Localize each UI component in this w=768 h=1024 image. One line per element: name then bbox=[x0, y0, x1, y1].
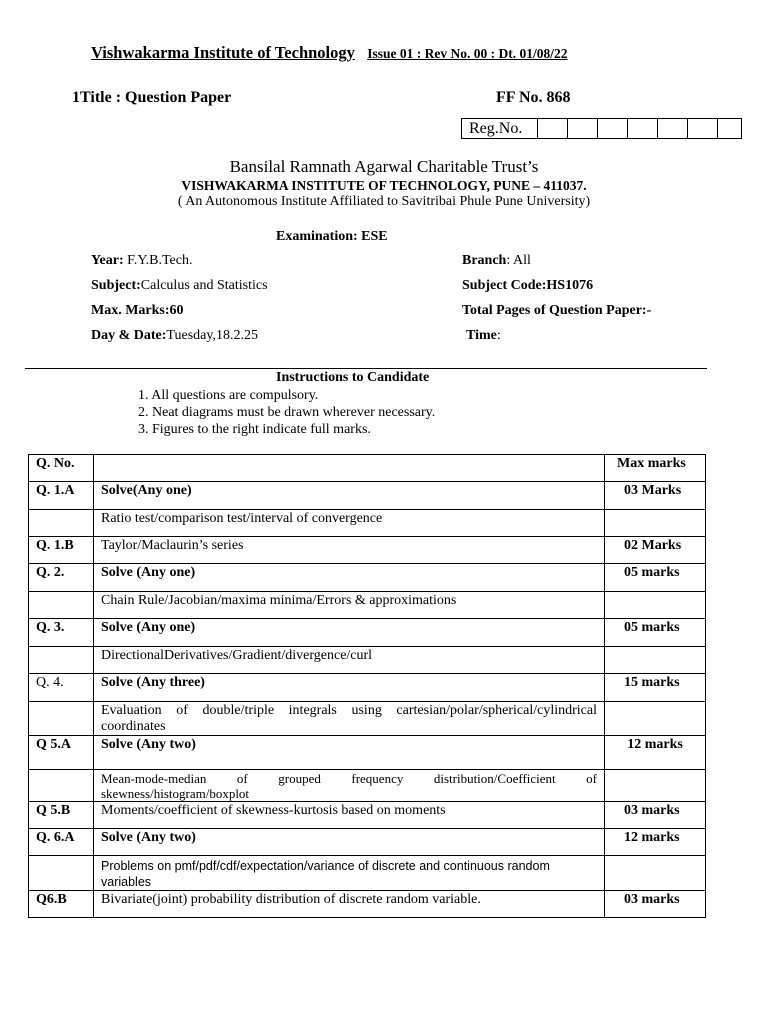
header-question bbox=[94, 455, 605, 482]
branch-label: Branch bbox=[462, 253, 507, 268]
question-text: Solve (Any one) bbox=[94, 619, 605, 647]
ff-number: FF No. 868 bbox=[496, 89, 571, 106]
table-row bbox=[29, 482, 706, 510]
question-number: Q6.B bbox=[29, 891, 94, 918]
paper-title: 1Title : Question Paper bbox=[72, 89, 232, 106]
table-row bbox=[29, 592, 706, 619]
examination-type: Examination: ESE bbox=[276, 229, 388, 244]
question-marks bbox=[605, 592, 706, 619]
question-text: Problems on pmf/pdf/cdf/expectation/variance of discrete and continuous random variables bbox=[94, 856, 605, 891]
question-number: Q. 6.A bbox=[29, 829, 94, 856]
branch-value: : All bbox=[506, 253, 531, 268]
question-text: Ratio test/comparison test/interval of convergence bbox=[94, 510, 605, 537]
year-label: Year: bbox=[91, 253, 124, 268]
total-pages: Total Pages of Question Paper:- bbox=[462, 303, 652, 318]
question-table bbox=[28, 454, 706, 918]
issue-info: Issue 01 : Rev No. 00 : Dt. 01/08/22 bbox=[367, 46, 568, 61]
question-text: Taylor/Maclaurin’s series bbox=[94, 537, 605, 564]
instruction-item: 3. Figures to the right indicate full marks. bbox=[138, 422, 371, 437]
question-number bbox=[29, 647, 94, 674]
table-row bbox=[29, 564, 706, 592]
question-number bbox=[29, 770, 94, 802]
question-text: Solve (Any two) bbox=[94, 829, 605, 856]
question-number: Q. 2. bbox=[29, 564, 94, 592]
question-marks: 02 Marks bbox=[605, 537, 706, 564]
question-marks: 05 marks bbox=[605, 564, 706, 592]
subject-code-label: Subject Code: bbox=[462, 278, 547, 293]
reg-no-cell[interactable] bbox=[568, 119, 598, 138]
question-text: Moments/coefficient of skewness-kurtosis based on moments bbox=[94, 802, 605, 829]
question-number: Q. 1.A bbox=[29, 482, 94, 510]
question-text: Bivariate(joint) probability distribution of discrete random variable. bbox=[94, 891, 605, 918]
reg-no-label: Reg.No. bbox=[462, 119, 538, 138]
branch-info bbox=[462, 253, 531, 269]
subject-value: Calculus and Statistics bbox=[140, 278, 268, 293]
question-marks: 12 marks bbox=[605, 829, 706, 856]
table-row bbox=[29, 647, 706, 674]
question-number: Q 5.A bbox=[29, 736, 94, 770]
question-number bbox=[29, 702, 94, 736]
question-text: DirectionalDerivatives/Gradient/divergence/curl bbox=[94, 647, 605, 674]
question-text: Chain Rule/Jacobian/maxima minima/Errors & approximations bbox=[94, 592, 605, 619]
subject-code-info bbox=[462, 278, 593, 294]
instructions-list bbox=[138, 387, 435, 438]
trust-name: Bansilal Ramnath Agarwal Charitable Trust’s bbox=[229, 157, 539, 176]
divider bbox=[25, 368, 707, 369]
question-marks bbox=[605, 647, 706, 674]
reg-no-cell[interactable] bbox=[538, 119, 568, 138]
reg-no-cell[interactable] bbox=[688, 119, 718, 138]
question-number bbox=[29, 510, 94, 537]
date-label: Day & Date: bbox=[91, 328, 167, 343]
question-marks: 15 marks bbox=[605, 674, 706, 702]
institute-name: Vishwakarma Institute of Technology bbox=[91, 43, 355, 62]
year-value: F.Y.B.Tech. bbox=[123, 253, 193, 268]
time-info bbox=[466, 328, 501, 344]
question-marks: 12 marks bbox=[605, 736, 706, 770]
table-row bbox=[29, 856, 706, 891]
date-info bbox=[91, 328, 258, 344]
subject-info bbox=[91, 278, 268, 294]
reg-no-cell[interactable] bbox=[718, 119, 741, 138]
reg-no-cell[interactable] bbox=[658, 119, 688, 138]
question-text-content: Evaluation of double/triple integrals using cartesian/polar/spherical/cylindrical coordinates bbox=[101, 703, 597, 734]
table-row bbox=[29, 674, 706, 702]
institute-full-name: VISHWAKARMA INSTITUTE OF TECHNOLOGY, PUNE – 411037. bbox=[181, 178, 587, 193]
table-row bbox=[29, 770, 706, 802]
table-row bbox=[29, 619, 706, 647]
time-label: Time bbox=[466, 328, 497, 343]
question-marks bbox=[605, 856, 706, 891]
question-number bbox=[29, 592, 94, 619]
question-text: Solve (Any one) bbox=[94, 564, 605, 592]
question-text: Solve(Any one) bbox=[94, 482, 605, 510]
table-row bbox=[29, 537, 706, 564]
question-text: Solve (Any three) bbox=[94, 674, 605, 702]
affiliation: ( An Autonomous Institute Affiliated to Savitribai Phule Pune University) bbox=[177, 194, 591, 209]
instruction-item: 2. Neat diagrams must be drawn wherever necessary. bbox=[138, 405, 436, 420]
question-marks bbox=[605, 702, 706, 736]
question-marks bbox=[605, 510, 706, 537]
reg-no-cell[interactable] bbox=[598, 119, 628, 138]
instructions-heading: Instructions to Candidate bbox=[276, 370, 430, 385]
max-marks: Max. Marks:60 bbox=[91, 303, 184, 318]
question-number: Q 5.B bbox=[29, 802, 94, 829]
table-row bbox=[29, 829, 706, 856]
reg-no-cell[interactable] bbox=[628, 119, 658, 138]
question-text: Solve (Any two) bbox=[94, 736, 605, 770]
header-line bbox=[91, 43, 568, 63]
table-header-row bbox=[29, 455, 706, 482]
question-number bbox=[29, 856, 94, 891]
question-text bbox=[94, 702, 605, 736]
header-max-marks: Max marks bbox=[605, 455, 706, 482]
question-number: Q. 4. bbox=[29, 674, 94, 702]
question-marks: 03 marks bbox=[605, 891, 706, 918]
question-marks bbox=[605, 770, 706, 802]
table-row bbox=[29, 736, 706, 770]
year-info bbox=[91, 253, 192, 269]
question-text: Mean-mode-median of grouped frequency distribution/Coefficient of skewness/histogram/boxplot bbox=[94, 770, 605, 802]
subject-label: Subject: bbox=[91, 278, 141, 293]
question-marks: 03 marks bbox=[605, 802, 706, 829]
time-value: : bbox=[496, 328, 501, 343]
question-number: Q. 3. bbox=[29, 619, 94, 647]
date-value: Tuesday,18.2.25 bbox=[166, 328, 258, 343]
table-row bbox=[29, 802, 706, 829]
question-number: Q. 1.B bbox=[29, 537, 94, 564]
table-row bbox=[29, 891, 706, 918]
table-row bbox=[29, 702, 706, 736]
reg-no-box[interactable] bbox=[461, 118, 742, 139]
question-marks: 03 Marks bbox=[605, 482, 706, 510]
header-qno: Q. No. bbox=[29, 455, 94, 482]
table-row bbox=[29, 510, 706, 537]
question-marks: 05 marks bbox=[605, 619, 706, 647]
instruction-item: 1. All questions are compulsory. bbox=[138, 388, 319, 403]
subject-code-value: HS1076 bbox=[546, 278, 594, 293]
